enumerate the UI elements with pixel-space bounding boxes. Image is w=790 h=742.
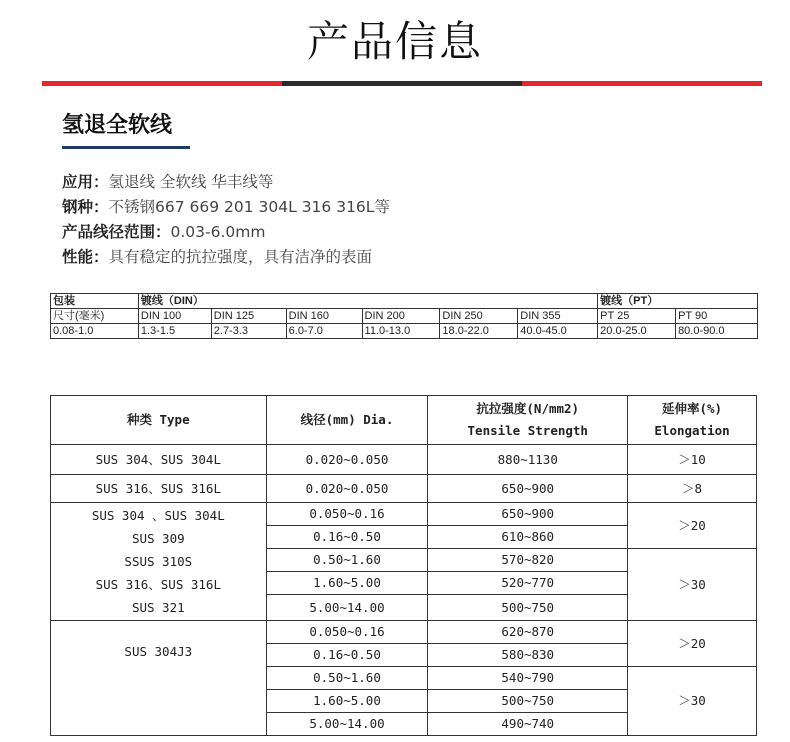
section-underline	[62, 146, 190, 149]
type-line: SUS 309	[131, 531, 185, 546]
info-performance	[62, 245, 390, 270]
type-group-cell: SUS 304J3	[51, 621, 267, 736]
header-elongation-cn: 延伸率(%)	[662, 401, 723, 416]
tensile-cell: 610~860	[428, 526, 628, 549]
header-tensile-en: Tensile Strength	[467, 423, 588, 438]
diameter-cell: 0.050~0.16	[266, 621, 428, 644]
col-header: DIN 355	[518, 309, 598, 324]
elongation-cell: ＞30	[628, 667, 757, 736]
elongation-cell: ＞30	[628, 549, 757, 621]
info-label: 钢种：	[62, 198, 109, 216]
elongation-cell: ＞8	[628, 475, 757, 503]
diameter-cell: 0.020~0.050	[266, 445, 428, 475]
info-value: 氢退线 全软线 华丰线等	[108, 173, 274, 191]
size-range: 0.08-1.0	[51, 324, 139, 339]
info-value: 0.03-6.0mm	[170, 223, 266, 241]
divider-red-left	[42, 81, 282, 86]
packaging-table	[50, 293, 758, 339]
header-elongation-en: Elongation	[654, 423, 730, 438]
spec-header-row	[51, 396, 757, 445]
table-cell: 1.3-1.5	[138, 324, 211, 339]
table-cell: 11.0-13.0	[362, 324, 440, 339]
info-label: 产品线径范围：	[62, 223, 171, 241]
type-line: SUS 321	[131, 600, 185, 615]
pt-group-header: 镀线（PT）	[598, 294, 758, 309]
header-elongation	[628, 396, 757, 445]
table-cell: 6.0-7.0	[286, 324, 362, 339]
col-header: DIN 250	[440, 309, 518, 324]
col-header: DIN 160	[286, 309, 362, 324]
elongation-cell: ＞20	[628, 621, 757, 667]
size-label: 尺寸(毫米)	[51, 309, 139, 324]
diameter-cell: 5.00~14.00	[266, 595, 428, 621]
info-steel-grade	[62, 195, 390, 220]
diameter-cell: 0.050~0.16	[266, 503, 428, 526]
tensile-cell: 540~790	[428, 667, 628, 690]
col-header: PT 25	[598, 309, 676, 324]
header-tensile	[428, 396, 628, 445]
col-header: DIN 200	[362, 309, 440, 324]
table-row	[51, 503, 757, 526]
info-value: 不锈钢667 669 201 304L 316 316L等	[108, 198, 390, 216]
section-title: 氢退全软线	[62, 113, 173, 138]
table-cell: 2.7-3.3	[211, 324, 286, 339]
table-cell: 18.0-22.0	[440, 324, 518, 339]
divider-dark-center	[282, 81, 522, 86]
tensile-cell: 880~1130	[428, 445, 628, 475]
header-type: 种类 Type	[51, 396, 267, 445]
type-cell: SUS 316、SUS 316L	[51, 475, 267, 503]
table-row	[51, 475, 757, 503]
type-line: SUS 304 、SUS 304L	[91, 508, 225, 523]
product-info	[62, 170, 390, 270]
type-cell: SUS 304、SUS 304L	[51, 445, 267, 475]
tensile-cell: 500~750	[428, 690, 628, 713]
tensile-cell: 620~870	[428, 621, 628, 644]
packaging-row-group	[51, 294, 758, 309]
elongation-cell: ＞20	[628, 503, 757, 549]
page-title: 产品信息	[306, 17, 483, 66]
tensile-cell: 650~900	[428, 503, 628, 526]
info-value: 具有稳定的抗拉强度，具有洁净的表面	[108, 248, 373, 266]
elongation-cell: ＞10	[628, 445, 757, 475]
type-line: SUS 316、SUS 316L	[95, 577, 221, 592]
tensile-cell: 650~900	[428, 475, 628, 503]
packaging-label: 包装	[51, 294, 139, 309]
diameter-cell: 0.16~0.50	[266, 526, 428, 549]
tensile-cell: 570~820	[428, 549, 628, 572]
packaging-row-values	[51, 324, 758, 339]
info-label: 应用：	[62, 173, 109, 191]
table-cell: 80.0-90.0	[676, 324, 758, 339]
type-line: SSUS 310S	[124, 554, 193, 569]
header-diameter: 线径(mm) Dia.	[266, 396, 428, 445]
din-group-header: 镀线（DIN）	[138, 294, 597, 309]
header-tensile-cn: 抗拉强度(N/mm2)	[476, 401, 580, 416]
table-row	[51, 445, 757, 475]
divider-red-right	[522, 81, 762, 86]
type-group-cell	[51, 503, 267, 621]
table-cell: 40.0-45.0	[518, 324, 598, 339]
info-diameter-range	[62, 220, 390, 245]
diameter-cell: 0.50~1.60	[266, 549, 428, 572]
info-application	[62, 170, 390, 195]
packaging-row-columns	[51, 309, 758, 324]
tensile-cell: 500~750	[428, 595, 628, 621]
table-row	[51, 621, 757, 644]
tensile-cell: 490~740	[428, 713, 628, 736]
diameter-cell: 1.60~5.00	[266, 690, 428, 713]
tensile-cell: 520~770	[428, 572, 628, 595]
diameter-cell: 5.00~14.00	[266, 713, 428, 736]
col-header: PT 90	[676, 309, 758, 324]
diameter-cell: 0.16~0.50	[266, 644, 428, 667]
tensile-cell: 580~830	[428, 644, 628, 667]
diameter-cell: 0.020~0.050	[266, 475, 428, 503]
diameter-cell: 1.60~5.00	[266, 572, 428, 595]
info-label: 性能：	[62, 248, 109, 266]
table-cell: 20.0-25.0	[598, 324, 676, 339]
col-header: DIN 100	[138, 309, 211, 324]
title-divider	[42, 81, 762, 86]
col-header: DIN 125	[211, 309, 286, 324]
diameter-cell: 0.50~1.60	[266, 667, 428, 690]
spec-table	[50, 395, 757, 736]
